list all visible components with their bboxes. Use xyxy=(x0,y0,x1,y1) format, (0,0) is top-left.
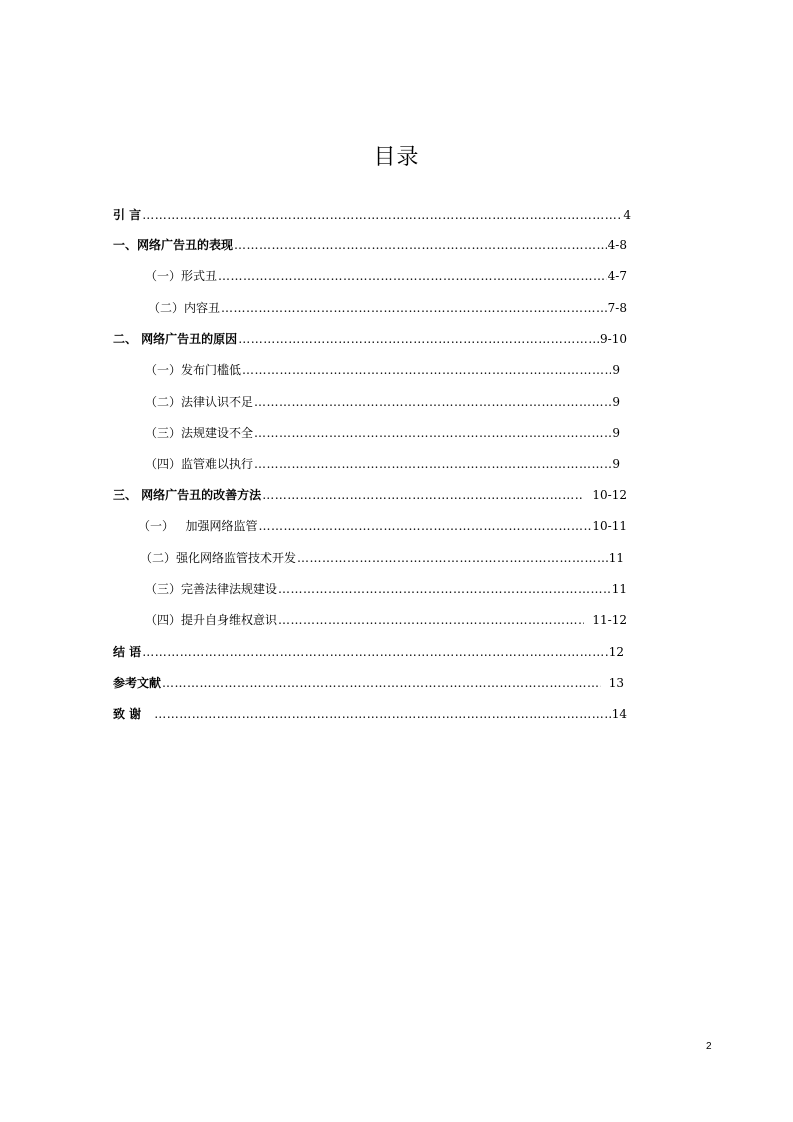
toc-title: 目录 xyxy=(373,145,420,170)
toc-entry-section-2-4[interactable] xyxy=(145,455,620,473)
toc-entry-page: 11-12 xyxy=(592,613,627,627)
toc-entry-page: 11 xyxy=(608,551,624,565)
toc-leader-dots xyxy=(254,424,611,442)
toc-entry-page: 14 xyxy=(611,707,627,721)
toc-entry-label: 参考文献 xyxy=(113,676,162,690)
toc-leader-dots xyxy=(234,236,607,254)
toc-entry-section-2-1[interactable] xyxy=(145,361,620,379)
toc-leader-dots xyxy=(162,674,601,692)
toc-entry-label: （二）强化网络监管技术开发 xyxy=(140,551,297,565)
toc-entry-section-1-2[interactable] xyxy=(148,299,627,317)
toc-leader-dots xyxy=(278,611,584,629)
toc-leader-dots xyxy=(254,455,611,473)
toc-entry-page: 4-7 xyxy=(607,269,627,283)
toc-entry-section-3-3[interactable] xyxy=(145,580,627,598)
toc-entry-label: 结 语 xyxy=(113,645,142,659)
toc-entry-section-3-2[interactable] xyxy=(140,549,624,567)
toc-entry-page: 9 xyxy=(612,363,620,377)
toc-entry-label: （四）监管难以执行 xyxy=(145,457,254,471)
toc-entry-introduction[interactable] xyxy=(113,206,631,224)
toc-entry-label: （二）内容丑 xyxy=(148,301,221,315)
toc-entry-section-3-1[interactable] xyxy=(138,517,627,535)
toc-entry-chapter-2[interactable] xyxy=(113,330,627,348)
toc-leader-dots xyxy=(278,580,611,598)
toc-entry-label: （四）提升自身维权意识 xyxy=(145,613,278,627)
page-number: 2 xyxy=(706,1041,712,1052)
toc-entry-label: （三）完善法律法规建设 xyxy=(145,582,278,596)
toc-entry-chapter-3[interactable] xyxy=(113,486,627,504)
toc-entry-acknowledgements[interactable] xyxy=(113,705,627,723)
toc-entry-conclusion[interactable] xyxy=(113,643,624,661)
toc-entry-label: 引 言 xyxy=(113,208,142,222)
toc-entry-page: 11 xyxy=(611,582,627,596)
toc-leader-dots xyxy=(258,517,591,535)
toc-entry-label: 三、 网络广告丑的改善方法 xyxy=(113,488,262,502)
toc-leader-dots xyxy=(262,486,584,504)
toc-entry-page: 4-8 xyxy=(607,238,627,252)
toc-entry-page: 9 xyxy=(612,426,620,440)
toc-entry-section-2-2[interactable] xyxy=(145,393,620,411)
toc-leader-dots xyxy=(297,549,608,567)
toc-leader-dots xyxy=(221,299,607,317)
toc-entry-label: （三）法规建设不全 xyxy=(145,426,254,440)
toc-entry-page: 9 xyxy=(612,395,620,409)
toc-entry-page: 10-11 xyxy=(592,519,627,533)
toc-entry-section-3-4[interactable] xyxy=(145,611,627,629)
toc-leader-dots xyxy=(242,361,611,379)
toc-entry-label: 一、网络广告丑的表现 xyxy=(113,238,234,252)
toc-leader-dots xyxy=(142,643,608,661)
toc-entry-page: 9 xyxy=(612,457,620,471)
toc-entry-page: 13 xyxy=(608,676,624,690)
toc-entry-section-1-1[interactable] xyxy=(145,267,627,285)
toc-entry-label: 致 谢 xyxy=(113,707,142,721)
toc-entry-references[interactable] xyxy=(113,674,624,692)
toc-leader-dots xyxy=(254,393,611,411)
toc-entry-page: 12 xyxy=(608,645,624,659)
toc-entry-page: 7-8 xyxy=(607,301,627,315)
toc-entry-label: （一）发布门槛低 xyxy=(145,363,242,377)
toc-entry-label: （二）法律认识不足 xyxy=(145,395,254,409)
toc-entry-label: （一） 加强网络监管 xyxy=(138,519,258,533)
toc-entry-label: 二、 网络广告丑的原因 xyxy=(113,332,238,346)
toc-entry-section-2-3[interactable] xyxy=(145,424,620,442)
toc-entry-page: 4 xyxy=(623,208,631,222)
toc-leader-dots xyxy=(154,705,611,723)
toc-leader-dots xyxy=(238,330,599,348)
toc-entry-page: 9-10 xyxy=(600,332,627,346)
toc-entry-page: 10-12 xyxy=(592,488,627,502)
toc-entry-chapter-1[interactable] xyxy=(113,236,627,254)
toc-leader-dots xyxy=(218,267,607,285)
toc-entry-label: （一）形式丑 xyxy=(145,269,218,283)
toc-leader-dots xyxy=(142,206,622,224)
